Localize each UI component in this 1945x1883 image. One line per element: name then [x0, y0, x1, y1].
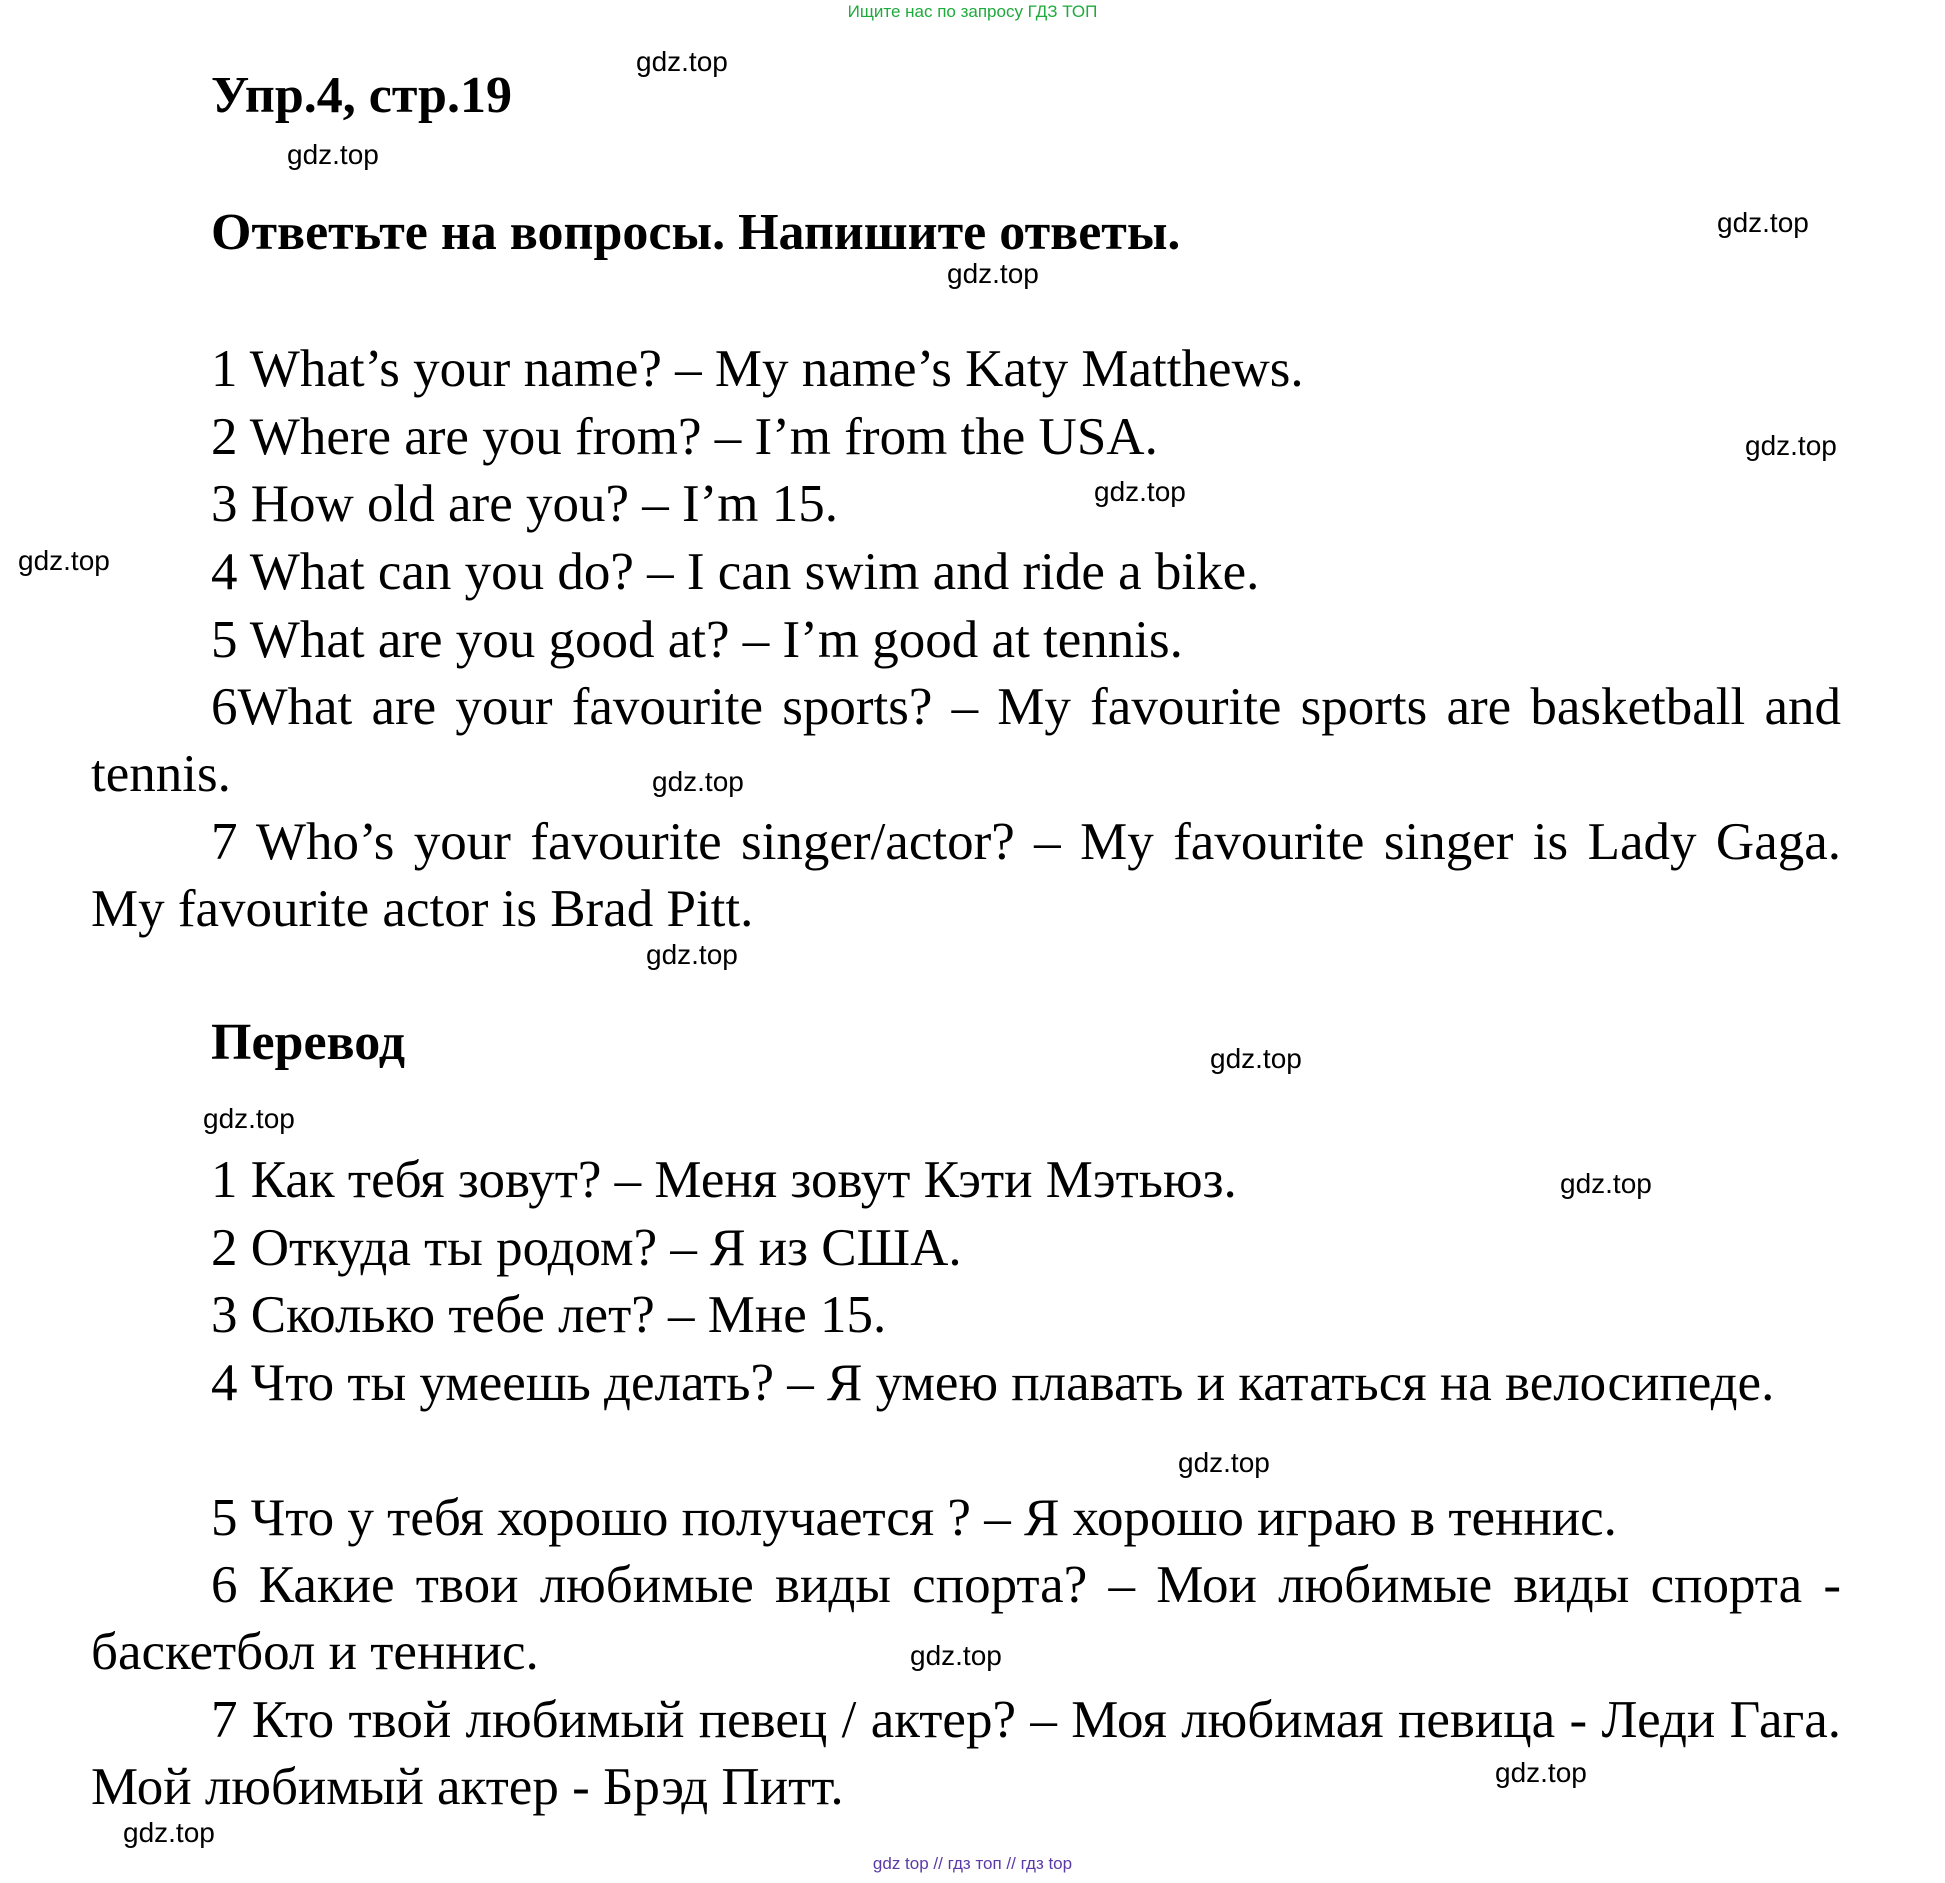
- answer-line: 5 What are you good at? – I’m good at tennis.: [211, 611, 1183, 669]
- watermark: gdz.top: [1094, 476, 1186, 507]
- task-heading: Ответьте на вопросы. Напишите ответы.: [211, 204, 1181, 261]
- translation-line: 3 Сколько тебе лет? – Мне 15.: [211, 1286, 887, 1344]
- watermark: gdz.top: [646, 939, 738, 970]
- watermark: gdz.top: [652, 766, 744, 797]
- translation-line: 1 Как тебя зовут? – Меня зовут Кэти Мэтьюз.: [211, 1151, 1237, 1209]
- answer-line: 4 What can you do? – I can swim and ride a bike.: [211, 543, 1260, 601]
- translation-line: 5 Что у тебя хорошо получается ? – Я хорошо играю в теннис.: [211, 1489, 1617, 1547]
- watermark: gdz.top: [1210, 1043, 1302, 1074]
- bottom-banner: gdz top // гдз топ // гдз top: [872, 1854, 1073, 1873]
- watermark: gdz.top: [123, 1817, 215, 1848]
- page-title: Упр.4, стр.19: [211, 67, 512, 124]
- watermark: gdz.top: [910, 1640, 1002, 1671]
- watermark: gdz.top: [1745, 430, 1837, 461]
- translation-paragraph: 7 Кто твой любимый певец / актер? – Моя любимая певица - Леди Гага. Мой любимый актер - Брэд Питт.: [91, 1691, 1841, 1816]
- watermark: gdz.top: [1560, 1168, 1652, 1199]
- translation-paragraph: 4 Что ты умеешь делать? – Я умею плавать и кататься на велосипеде.: [211, 1354, 1775, 1412]
- translation-paragraph: 6 Какие твои любимые виды спорта? – Мои любимые виды спорта - баскетбол и теннис.: [91, 1556, 1841, 1681]
- watermark: gdz.top: [287, 139, 379, 170]
- answer-line: 3 How old are you? – I’m 15.: [211, 475, 839, 533]
- watermark: gdz.top: [18, 545, 110, 576]
- answer-line: 1 What’s your name? – My name’s Katy Matthews.: [211, 340, 1304, 398]
- translation-line: 2 Откуда ты родом? – Я из США.: [211, 1219, 962, 1277]
- watermark: gdz.top: [947, 258, 1039, 289]
- watermark: gdz.top: [1495, 1757, 1587, 1788]
- watermark: gdz.top: [203, 1103, 295, 1134]
- watermark: gdz.top: [1717, 207, 1809, 238]
- watermark: gdz.top: [1178, 1447, 1270, 1478]
- answer-paragraph: 7 Who’s your favourite singer/actor? – My favourite singer is Lady Gaga. My favourite actor is Brad Pitt.: [91, 813, 1841, 938]
- top-banner: Ищите нас по запросу ГДЗ ТОП: [847, 2, 1098, 21]
- answer-line: 2 Where are you from? – I’m from the USA.: [211, 408, 1158, 466]
- answer-paragraph: 6What are your favourite sports? – My favourite sports are basketball and tennis.: [91, 678, 1841, 803]
- watermark: gdz.top: [636, 46, 728, 77]
- translation-heading: Перевод: [211, 1014, 406, 1071]
